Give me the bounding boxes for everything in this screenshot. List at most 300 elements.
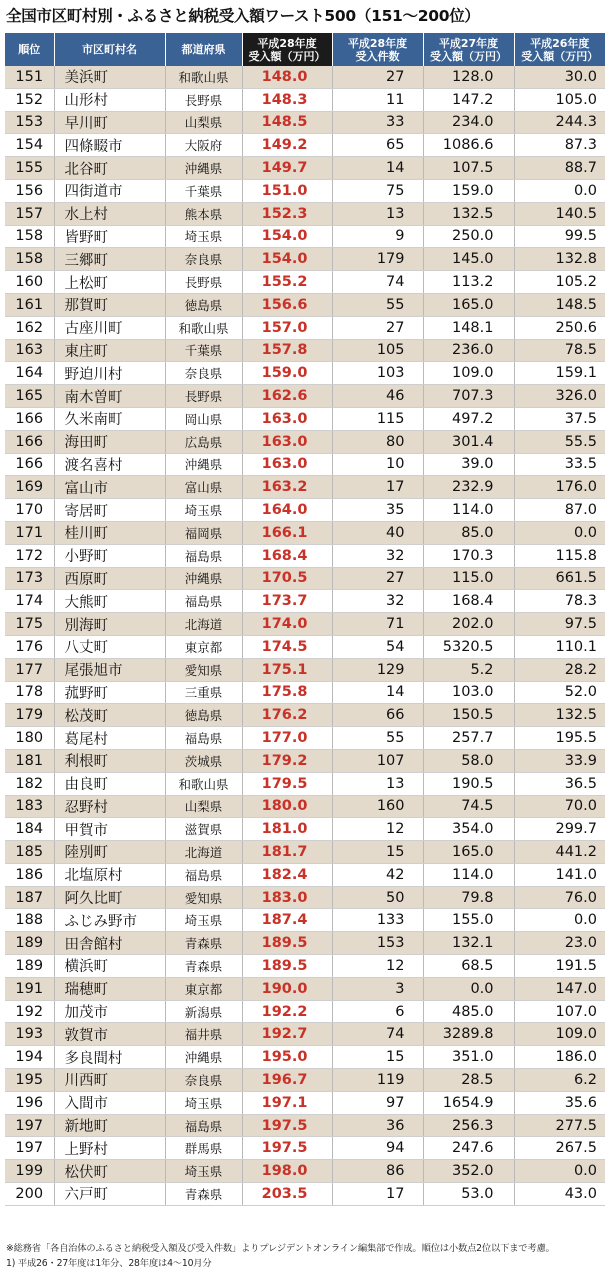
cell-h28-amount: 148.3 — [242, 88, 332, 111]
cell-municipality: 八丈町 — [54, 635, 165, 658]
cell-h28-amount: 163.0 — [242, 453, 332, 476]
cell-municipality: 阿久比町 — [54, 886, 165, 909]
cell-rank: 161 — [5, 293, 54, 316]
cell-h28-amount: 187.4 — [242, 909, 332, 932]
table-row — [5, 681, 605, 704]
cell-municipality: 六戸町 — [54, 1183, 165, 1206]
cell-rank: 195 — [5, 1069, 54, 1092]
cell-h28-count: 40 — [332, 521, 423, 544]
ranking-table — [5, 33, 605, 1206]
cell-municipality: 西原町 — [54, 567, 165, 590]
cell-municipality: 渡名喜村 — [54, 453, 165, 476]
table-row — [5, 727, 605, 750]
cell-prefecture: 長野県 — [165, 88, 242, 111]
cell-h26-amount: 6.2 — [514, 1069, 605, 1092]
table-header-row — [5, 33, 605, 66]
cell-h28-amount: 174.0 — [242, 613, 332, 636]
cell-h26-amount: 55.5 — [514, 430, 605, 453]
cell-rank: 165 — [5, 385, 54, 408]
cell-h26-amount: 105.2 — [514, 271, 605, 294]
cell-h28-count: 179 — [332, 248, 423, 271]
table-row — [5, 658, 605, 681]
cell-rank: 178 — [5, 681, 54, 704]
cell-prefecture: 熊本県 — [165, 202, 242, 225]
cell-municipality: 加茂市 — [54, 1000, 165, 1023]
cell-h28-count: 103 — [332, 362, 423, 385]
header-prefecture: 都道府県 — [165, 33, 242, 66]
cell-municipality: 北谷町 — [54, 157, 165, 180]
cell-municipality: 忍野村 — [54, 795, 165, 818]
cell-rank: 162 — [5, 316, 54, 339]
cell-rank: 166 — [5, 430, 54, 453]
cell-h27-amount: 1086.6 — [423, 134, 514, 157]
cell-h27-amount: 132.5 — [423, 202, 514, 225]
cell-rank: 192 — [5, 1000, 54, 1023]
cell-h28-count: 153 — [332, 932, 423, 955]
table-row — [5, 1091, 605, 1114]
cell-prefecture: 北海道 — [165, 613, 242, 636]
cell-h28-amount: 163.2 — [242, 476, 332, 499]
cell-h28-count: 129 — [332, 658, 423, 681]
cell-h28-count: 55 — [332, 727, 423, 750]
table-row — [5, 316, 605, 339]
cell-municipality: 上野村 — [54, 1137, 165, 1160]
cell-h28-amount: 164.0 — [242, 499, 332, 522]
cell-municipality: 入間市 — [54, 1091, 165, 1114]
cell-h26-amount: 277.5 — [514, 1114, 605, 1137]
cell-rank: 184 — [5, 818, 54, 841]
cell-rank: 154 — [5, 134, 54, 157]
cell-h28-amount: 156.6 — [242, 293, 332, 316]
cell-prefecture: 新潟県 — [165, 1000, 242, 1023]
cell-prefecture: 千葉県 — [165, 339, 242, 362]
cell-prefecture: 福島県 — [165, 863, 242, 886]
cell-rank: 160 — [5, 271, 54, 294]
cell-rank: 176 — [5, 635, 54, 658]
table-row — [5, 202, 605, 225]
cell-prefecture: 山梨県 — [165, 111, 242, 134]
cell-h27-amount: 103.0 — [423, 681, 514, 704]
cell-rank: 172 — [5, 544, 54, 567]
cell-rank: 151 — [5, 66, 54, 88]
cell-h28-count: 11 — [332, 88, 423, 111]
cell-rank: 183 — [5, 795, 54, 818]
cell-rank: 171 — [5, 521, 54, 544]
table-row — [5, 111, 605, 134]
table-row — [5, 818, 605, 841]
cell-municipality: 富山市 — [54, 476, 165, 499]
cell-h28-amount: 203.5 — [242, 1183, 332, 1206]
cell-h26-amount: 105.0 — [514, 88, 605, 111]
table-row — [5, 499, 605, 522]
cell-rank: 170 — [5, 499, 54, 522]
cell-h26-amount: 147.0 — [514, 977, 605, 1000]
cell-h28-amount: 179.2 — [242, 749, 332, 772]
cell-municipality: 利根町 — [54, 749, 165, 772]
cell-h28-count: 13 — [332, 202, 423, 225]
cell-h26-amount: 78.5 — [514, 339, 605, 362]
cell-h28-count: 32 — [332, 590, 423, 613]
cell-h27-amount: 114.0 — [423, 499, 514, 522]
header-h26-amount: 平成26年度 受入額（万円） — [514, 33, 605, 66]
cell-h27-amount: 247.6 — [423, 1137, 514, 1160]
table-body — [5, 66, 605, 1205]
cell-rank: 194 — [5, 1046, 54, 1069]
header-h27-amount: 平成27年度 受入額（万円） — [423, 33, 514, 66]
cell-rank: 166 — [5, 453, 54, 476]
cell-h27-amount: 128.0 — [423, 66, 514, 88]
cell-h28-count: 160 — [332, 795, 423, 818]
cell-h28-count: 33 — [332, 111, 423, 134]
cell-prefecture: 埼玉県 — [165, 225, 242, 248]
cell-rank: 174 — [5, 590, 54, 613]
cell-rank: 179 — [5, 704, 54, 727]
cell-h28-amount: 154.0 — [242, 248, 332, 271]
cell-h26-amount: 33.5 — [514, 453, 605, 476]
cell-h26-amount: 87.0 — [514, 499, 605, 522]
cell-h26-amount: 148.5 — [514, 293, 605, 316]
cell-h28-count: 115 — [332, 407, 423, 430]
cell-h28-count: 17 — [332, 1183, 423, 1206]
cell-h28-amount: 192.2 — [242, 1000, 332, 1023]
cell-h27-amount: 3289.8 — [423, 1023, 514, 1046]
table-row — [5, 544, 605, 567]
cell-h28-amount: 148.5 — [242, 111, 332, 134]
cell-prefecture: 和歌山県 — [165, 772, 242, 795]
cell-municipality: 甲賀市 — [54, 818, 165, 841]
cell-h26-amount: 326.0 — [514, 385, 605, 408]
cell-prefecture: 福井県 — [165, 1023, 242, 1046]
cell-rank: 193 — [5, 1023, 54, 1046]
cell-rank: 158 — [5, 248, 54, 271]
cell-h27-amount: 53.0 — [423, 1183, 514, 1206]
cell-municipality: 松伏町 — [54, 1160, 165, 1183]
cell-h28-count: 14 — [332, 681, 423, 704]
cell-h28-count: 6 — [332, 1000, 423, 1023]
cell-prefecture: 青森県 — [165, 955, 242, 978]
cell-h28-amount: 148.0 — [242, 66, 332, 88]
cell-h27-amount: 257.7 — [423, 727, 514, 750]
cell-h28-amount: 163.0 — [242, 430, 332, 453]
cell-h26-amount: 87.3 — [514, 134, 605, 157]
cell-prefecture: 埼玉県 — [165, 1160, 242, 1183]
cell-prefecture: 福島県 — [165, 544, 242, 567]
cell-h26-amount: 0.0 — [514, 179, 605, 202]
cell-municipality: 南木曽町 — [54, 385, 165, 408]
cell-h28-count: 133 — [332, 909, 423, 932]
cell-h27-amount: 114.0 — [423, 863, 514, 886]
cell-h27-amount: 115.0 — [423, 567, 514, 590]
table-row — [5, 66, 605, 88]
cell-h28-count: 55 — [332, 293, 423, 316]
cell-prefecture: 奈良県 — [165, 362, 242, 385]
cell-h28-amount: 159.0 — [242, 362, 332, 385]
header-h28-count: 平成28年度 受入件数 — [332, 33, 423, 66]
cell-h28-amount: 157.8 — [242, 339, 332, 362]
cell-h26-amount: 176.0 — [514, 476, 605, 499]
cell-h28-count: 27 — [332, 567, 423, 590]
cell-prefecture: 大阪府 — [165, 134, 242, 157]
cell-h27-amount: 113.2 — [423, 271, 514, 294]
cell-prefecture: 山梨県 — [165, 795, 242, 818]
table-row — [5, 1137, 605, 1160]
cell-municipality: 小野町 — [54, 544, 165, 567]
cell-h26-amount: 299.7 — [514, 818, 605, 841]
cell-rank: 152 — [5, 88, 54, 111]
table-row — [5, 1069, 605, 1092]
cell-h28-amount: 174.5 — [242, 635, 332, 658]
table-row — [5, 841, 605, 864]
table-row — [5, 430, 605, 453]
cell-municipality: 松茂町 — [54, 704, 165, 727]
cell-h28-count: 119 — [332, 1069, 423, 1092]
cell-prefecture: 徳島県 — [165, 293, 242, 316]
cell-municipality: 皆野町 — [54, 225, 165, 248]
table-row — [5, 248, 605, 271]
cell-rank: 169 — [5, 476, 54, 499]
cell-h26-amount: 23.0 — [514, 932, 605, 955]
page-title: 全国市区町村別・ふるさと納税受入額ワースト500（151〜200位） — [6, 7, 480, 25]
cell-h27-amount: 707.3 — [423, 385, 514, 408]
cell-h28-amount: 149.7 — [242, 157, 332, 180]
cell-h28-amount: 181.7 — [242, 841, 332, 864]
cell-h28-amount: 162.6 — [242, 385, 332, 408]
cell-h26-amount: 267.5 — [514, 1137, 605, 1160]
cell-prefecture: 奈良県 — [165, 248, 242, 271]
table-row — [5, 88, 605, 111]
table-row — [5, 613, 605, 636]
cell-h28-count: 86 — [332, 1160, 423, 1183]
cell-h26-amount: 132.5 — [514, 704, 605, 727]
cell-rank: 200 — [5, 1183, 54, 1206]
cell-h28-count: 97 — [332, 1091, 423, 1114]
cell-municipality: 横浜町 — [54, 955, 165, 978]
footnote-period: 1) 平成26・27年度は1年分、28年度は4〜10月分 — [6, 1258, 212, 1269]
cell-h26-amount: 195.5 — [514, 727, 605, 750]
cell-h28-count: 36 — [332, 1114, 423, 1137]
cell-h26-amount: 88.7 — [514, 157, 605, 180]
cell-prefecture: 群馬県 — [165, 1137, 242, 1160]
table-row — [5, 590, 605, 613]
cell-h28-count: 35 — [332, 499, 423, 522]
cell-municipality: 敦賀市 — [54, 1023, 165, 1046]
cell-prefecture: 和歌山県 — [165, 316, 242, 339]
cell-h27-amount: 497.2 — [423, 407, 514, 430]
cell-municipality: 早川町 — [54, 111, 165, 134]
cell-h28-amount: 192.7 — [242, 1023, 332, 1046]
cell-rank: 196 — [5, 1091, 54, 1114]
cell-h28-amount: 175.1 — [242, 658, 332, 681]
cell-prefecture: 沖縄県 — [165, 157, 242, 180]
cell-municipality: 水上村 — [54, 202, 165, 225]
cell-h28-amount: 181.0 — [242, 818, 332, 841]
footnotes — [6, 1241, 606, 1271]
cell-h28-count: 14 — [332, 157, 423, 180]
cell-h28-amount: 182.4 — [242, 863, 332, 886]
cell-h27-amount: 168.4 — [423, 590, 514, 613]
cell-rank: 163 — [5, 339, 54, 362]
cell-h26-amount: 76.0 — [514, 886, 605, 909]
cell-h28-count: 50 — [332, 886, 423, 909]
cell-municipality: 菰野町 — [54, 681, 165, 704]
cell-h28-amount: 180.0 — [242, 795, 332, 818]
cell-h28-amount: 197.1 — [242, 1091, 332, 1114]
cell-h26-amount: 109.0 — [514, 1023, 605, 1046]
cell-prefecture: 沖縄県 — [165, 453, 242, 476]
cell-municipality: 上松町 — [54, 271, 165, 294]
cell-prefecture: 福島県 — [165, 1114, 242, 1137]
cell-h28-count: 12 — [332, 955, 423, 978]
cell-h27-amount: 1654.9 — [423, 1091, 514, 1114]
cell-h28-amount: 173.7 — [242, 590, 332, 613]
cell-h28-count: 9 — [332, 225, 423, 248]
cell-h28-count: 66 — [332, 704, 423, 727]
cell-prefecture: 東京都 — [165, 977, 242, 1000]
cell-municipality: 多良間村 — [54, 1046, 165, 1069]
table-row — [5, 635, 605, 658]
cell-h27-amount: 39.0 — [423, 453, 514, 476]
cell-rank: 186 — [5, 863, 54, 886]
cell-prefecture: 奈良県 — [165, 1069, 242, 1092]
cell-h28-amount: 149.2 — [242, 134, 332, 157]
cell-h26-amount: 52.0 — [514, 681, 605, 704]
table-row — [5, 476, 605, 499]
table-row — [5, 225, 605, 248]
cell-h28-amount: 152.3 — [242, 202, 332, 225]
cell-h28-count: 105 — [332, 339, 423, 362]
cell-h27-amount: 352.0 — [423, 1160, 514, 1183]
cell-municipality: 田舎館村 — [54, 932, 165, 955]
table-row — [5, 886, 605, 909]
cell-h26-amount: 0.0 — [514, 1160, 605, 1183]
table-row — [5, 772, 605, 795]
cell-h28-count: 65 — [332, 134, 423, 157]
cell-h27-amount: 232.9 — [423, 476, 514, 499]
cell-prefecture: 福島県 — [165, 590, 242, 613]
cell-municipality: 四條畷市 — [54, 134, 165, 157]
table-row — [5, 179, 605, 202]
cell-municipality: 大熊町 — [54, 590, 165, 613]
cell-h28-amount: 154.0 — [242, 225, 332, 248]
table-row — [5, 977, 605, 1000]
cell-prefecture: 埼玉県 — [165, 499, 242, 522]
header-rank: 順位 — [5, 33, 54, 66]
cell-h28-count: 27 — [332, 66, 423, 88]
cell-h27-amount: 202.0 — [423, 613, 514, 636]
cell-prefecture: 青森県 — [165, 932, 242, 955]
cell-h27-amount: 301.4 — [423, 430, 514, 453]
cell-h26-amount: 30.0 — [514, 66, 605, 88]
cell-h28-amount: 155.2 — [242, 271, 332, 294]
cell-prefecture: 愛知県 — [165, 658, 242, 681]
cell-h26-amount: 107.0 — [514, 1000, 605, 1023]
cell-prefecture: 長野県 — [165, 271, 242, 294]
cell-h27-amount: 79.8 — [423, 886, 514, 909]
cell-h26-amount: 186.0 — [514, 1046, 605, 1069]
cell-h27-amount: 354.0 — [423, 818, 514, 841]
cell-h26-amount: 110.1 — [514, 635, 605, 658]
cell-prefecture: 福島県 — [165, 727, 242, 750]
cell-h28-amount: 175.8 — [242, 681, 332, 704]
cell-municipality: 那賀町 — [54, 293, 165, 316]
cell-h26-amount: 28.2 — [514, 658, 605, 681]
table-row — [5, 955, 605, 978]
cell-h27-amount: 351.0 — [423, 1046, 514, 1069]
cell-rank: 158 — [5, 225, 54, 248]
cell-municipality: 別海町 — [54, 613, 165, 636]
cell-h28-amount: 197.5 — [242, 1114, 332, 1137]
table-row — [5, 157, 605, 180]
cell-prefecture: 東京都 — [165, 635, 242, 658]
cell-h26-amount: 140.5 — [514, 202, 605, 225]
cell-h27-amount: 5320.5 — [423, 635, 514, 658]
header-municipality: 市区町村名 — [54, 33, 165, 66]
cell-h26-amount: 99.5 — [514, 225, 605, 248]
cell-h27-amount: 5.2 — [423, 658, 514, 681]
cell-prefecture: 富山県 — [165, 476, 242, 499]
cell-rank: 189 — [5, 955, 54, 978]
cell-h27-amount: 74.5 — [423, 795, 514, 818]
cell-h27-amount: 68.5 — [423, 955, 514, 978]
header-h28-amount: 平成28年度 受入額（万円） — [242, 33, 332, 66]
cell-h26-amount: 244.3 — [514, 111, 605, 134]
cell-h27-amount: 150.5 — [423, 704, 514, 727]
cell-rank: 166 — [5, 407, 54, 430]
cell-h26-amount: 115.8 — [514, 544, 605, 567]
cell-h28-amount: 196.7 — [242, 1069, 332, 1092]
table-row — [5, 453, 605, 476]
cell-h28-count: 54 — [332, 635, 423, 658]
cell-h26-amount: 78.3 — [514, 590, 605, 613]
cell-prefecture: 和歌山県 — [165, 66, 242, 88]
cell-h28-amount: 177.0 — [242, 727, 332, 750]
cell-h26-amount: 43.0 — [514, 1183, 605, 1206]
cell-h28-count: 94 — [332, 1137, 423, 1160]
cell-h26-amount: 191.5 — [514, 955, 605, 978]
cell-h28-amount: 198.0 — [242, 1160, 332, 1183]
cell-municipality: 新地町 — [54, 1114, 165, 1137]
cell-h28-count: 74 — [332, 1023, 423, 1046]
table-row — [5, 521, 605, 544]
cell-municipality: 山形村 — [54, 88, 165, 111]
cell-h27-amount: 132.1 — [423, 932, 514, 955]
cell-municipality: 古座川町 — [54, 316, 165, 339]
cell-prefecture: 埼玉県 — [165, 909, 242, 932]
cell-h28-amount: 189.5 — [242, 955, 332, 978]
cell-h26-amount: 141.0 — [514, 863, 605, 886]
cell-h27-amount: 485.0 — [423, 1000, 514, 1023]
cell-h26-amount: 250.6 — [514, 316, 605, 339]
cell-municipality: 川西町 — [54, 1069, 165, 1092]
cell-prefecture: 沖縄県 — [165, 1046, 242, 1069]
cell-h28-amount: 183.0 — [242, 886, 332, 909]
cell-h27-amount: 145.0 — [423, 248, 514, 271]
cell-h28-count: 71 — [332, 613, 423, 636]
cell-municipality: 東庄町 — [54, 339, 165, 362]
cell-h27-amount: 58.0 — [423, 749, 514, 772]
cell-h28-count: 75 — [332, 179, 423, 202]
cell-h27-amount: 0.0 — [423, 977, 514, 1000]
cell-rank: 185 — [5, 841, 54, 864]
cell-rank: 199 — [5, 1160, 54, 1183]
cell-municipality: 瑞穂町 — [54, 977, 165, 1000]
cell-rank: 156 — [5, 179, 54, 202]
cell-rank: 181 — [5, 749, 54, 772]
cell-prefecture: 福岡県 — [165, 521, 242, 544]
cell-rank: 191 — [5, 977, 54, 1000]
cell-h28-count: 13 — [332, 772, 423, 795]
cell-h28-count: 17 — [332, 476, 423, 499]
